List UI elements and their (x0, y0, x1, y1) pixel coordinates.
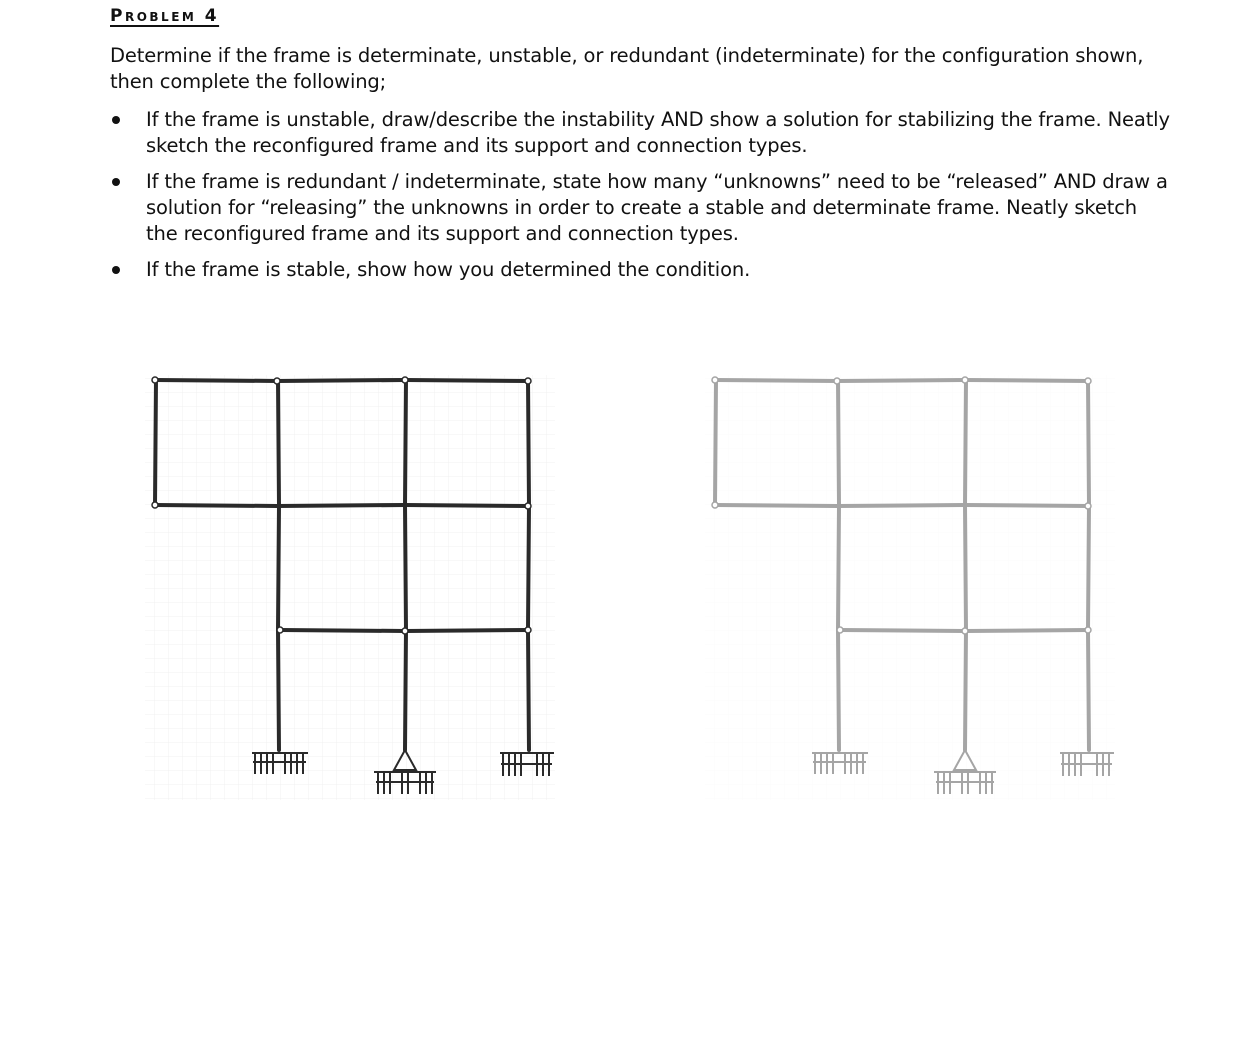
instruction-item-stable (110, 257, 1170, 283)
instruction-text: If the frame is stable, show how you determined the condition. (146, 258, 751, 281)
column-left-top (155, 380, 156, 505)
problem-heading: Problem 4 (110, 6, 220, 26)
grid-background (705, 375, 1115, 800)
grid-background (145, 375, 555, 800)
bullet-icon (112, 266, 120, 274)
bullet-icon (112, 116, 120, 124)
frame-figure (140, 350, 570, 814)
column-4 (528, 380, 529, 750)
frame-diagram (140, 350, 570, 810)
column-3 (405, 380, 406, 750)
frame-figure-faded (700, 350, 1130, 814)
instruction-list (110, 107, 1170, 293)
second-beam (155, 505, 528, 506)
instruction-item-redundant (110, 169, 1170, 247)
instruction-text: If the frame is redundant / indeterminate, state how many “unknowns” need to be “released” AND draw a solution for “releasing” the unknowns in order to create a stable and determinate frame. Neatly sketch the reconfigured frame and its support and connection types. (146, 170, 1168, 245)
frame-diagram-faded (700, 350, 1130, 810)
problem-intro: Determine if the frame is determinate, unstable, or redundant (indeterminate) for the configuration shown, then complete the following; (110, 44, 1144, 93)
instruction-text: If the frame is unstable, draw/describe the instability AND show a solution for stabilizing the frame. Neatly sketch the reconfigured frame and its support and connection types. (146, 108, 1170, 157)
top-beam (155, 380, 528, 381)
column-2 (278, 380, 279, 750)
instruction-item-unstable (110, 107, 1170, 159)
bullet-icon (112, 178, 120, 186)
